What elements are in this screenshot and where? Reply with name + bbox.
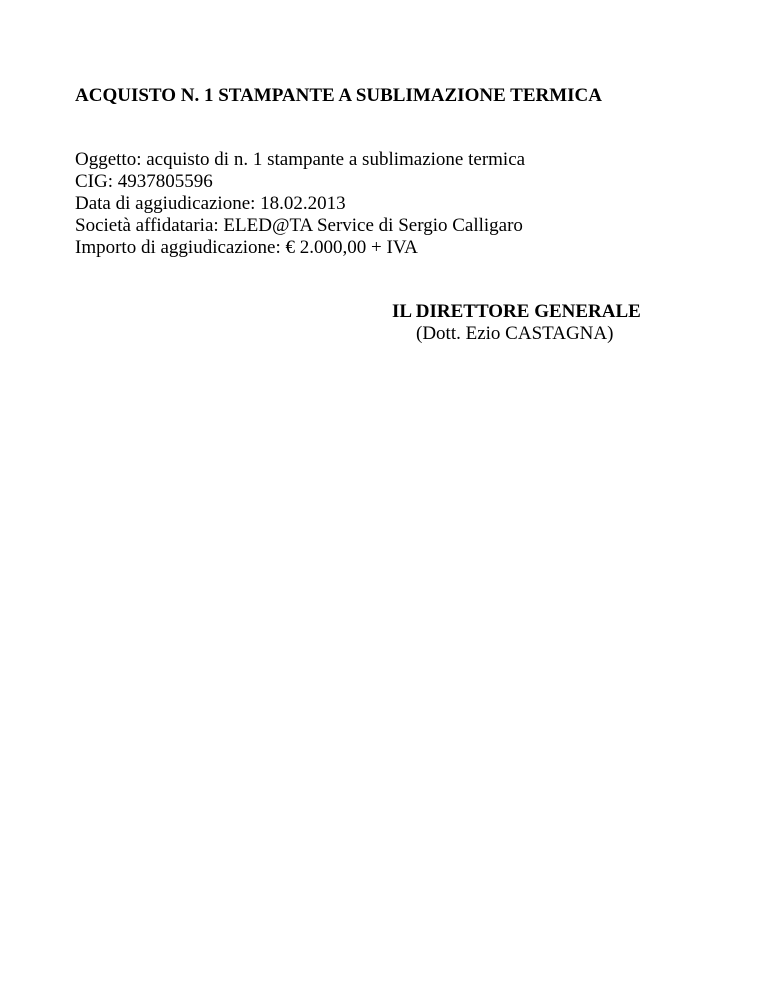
signatory-role: IL DIRETTORE GENERALE [392, 301, 641, 322]
contractor-line: Società affidataria: ELED@TA Service di Sergio Calligaro [75, 215, 523, 236]
award-details-list [75, 149, 525, 259]
signature-block [392, 301, 692, 345]
cig-line: CIG: 4937805596 [75, 171, 213, 192]
document-title: ACQUISTO N. 1 STAMPANTE A SUBLIMAZIONE TERMICA [75, 85, 602, 106]
award-amount-line: Importo di aggiudicazione: € 2.000,00 + IVA [75, 237, 418, 258]
award-date-line: Data di aggiudicazione: 18.02.2013 [75, 193, 346, 214]
signatory-name: (Dott. Ezio CASTAGNA) [416, 323, 614, 344]
subject-line: Oggetto: acquisto di n. 1 stampante a sublimazione termica [75, 149, 526, 170]
